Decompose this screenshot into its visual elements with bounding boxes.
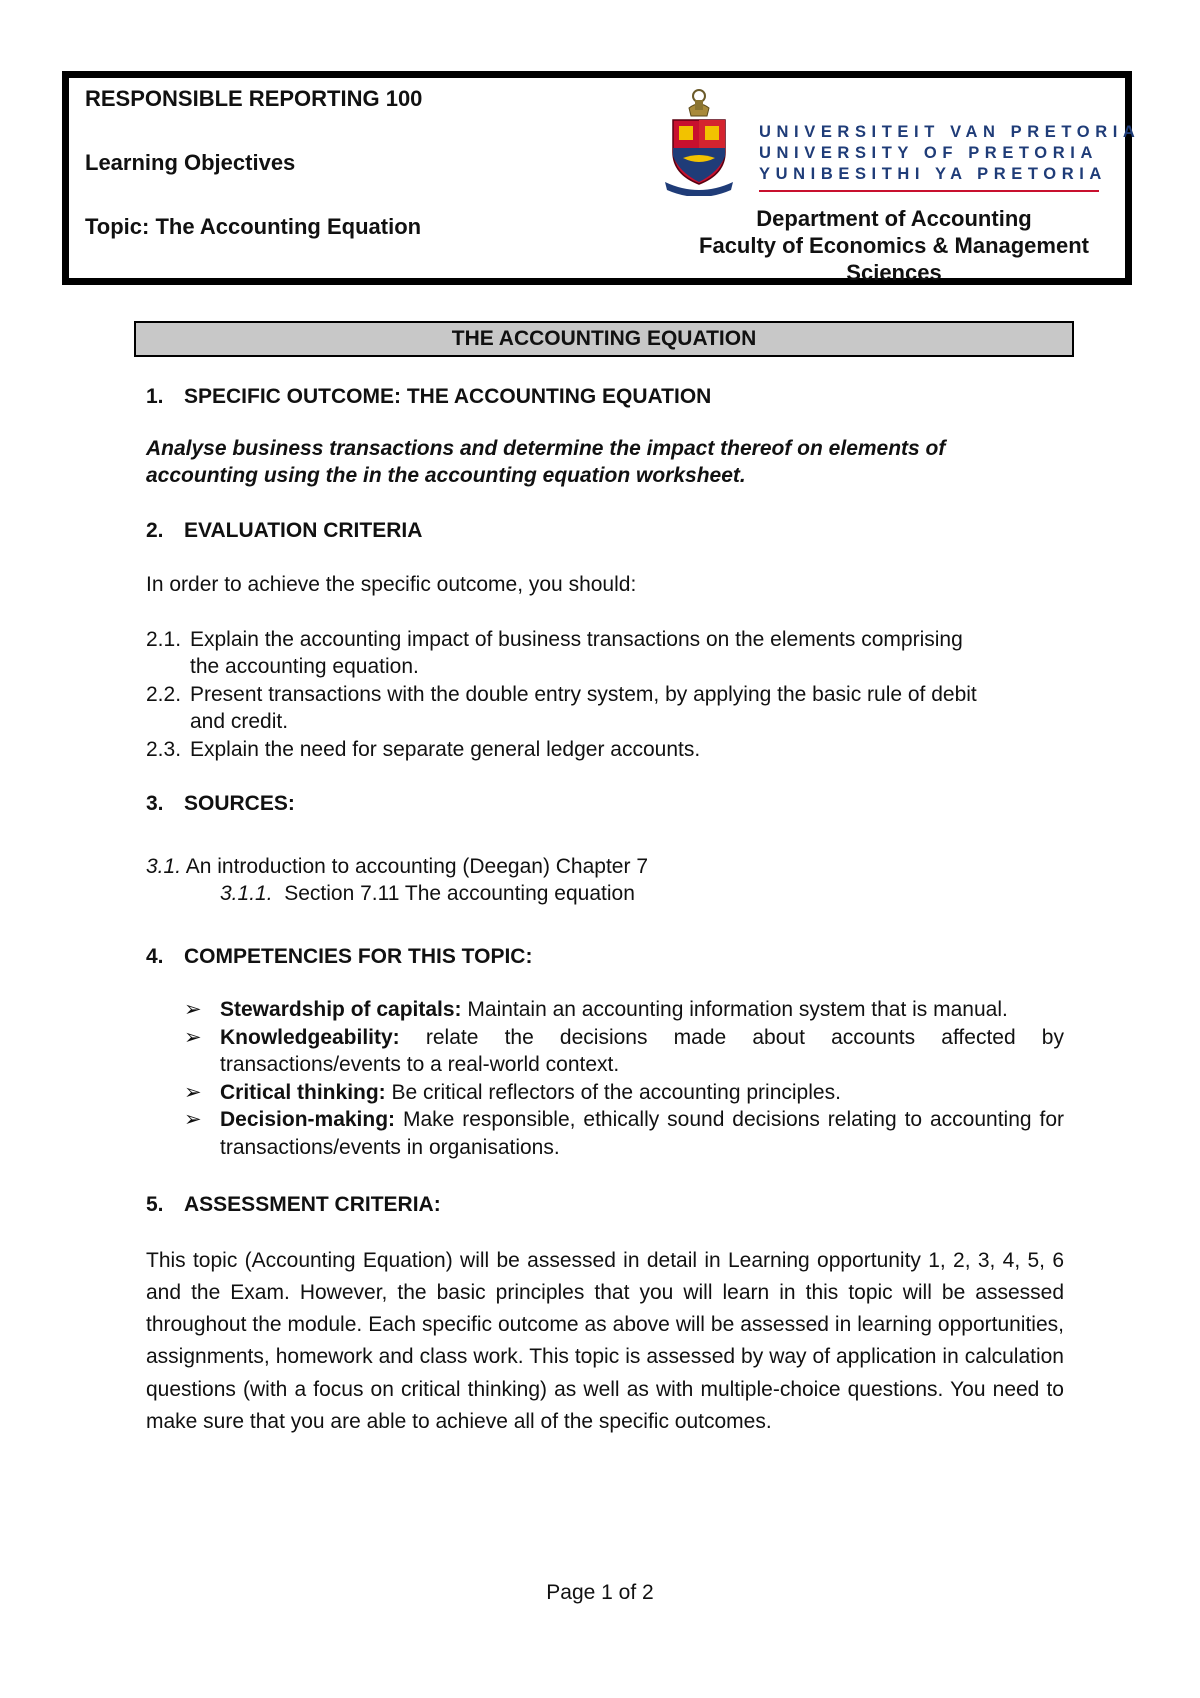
source-subnumber: 3.1.1.	[220, 882, 273, 905]
section-3-heading	[146, 790, 1064, 818]
criterion-number: 2.3.	[146, 737, 182, 761]
list-item	[184, 1079, 1064, 1107]
competencies-list	[184, 996, 1064, 1161]
competency-text: Make responsible, ethically sound decisions relating to accounting for transactions/events in organisations.	[220, 1108, 1064, 1159]
topic-label: Topic: The Accounting Equation	[85, 214, 422, 239]
evaluation-intro: In order to achieve the specific outcome, you should:	[146, 573, 637, 596]
competency-label: Decision-making:	[220, 1108, 396, 1131]
university-red-rule	[759, 190, 1099, 192]
section-number: 4.	[146, 944, 164, 968]
learning-objectives-label: Learning Objectives	[85, 150, 296, 175]
criterion-text: Present transactions with the double entry system, by applying the basic rule of debit	[190, 682, 977, 706]
list-item	[184, 996, 1064, 1024]
source-subitem	[146, 880, 1064, 908]
criterion-text: Explain the need for separate general ledger accounts.	[190, 737, 701, 761]
specific-outcome-text	[146, 435, 1064, 490]
criterion-text-cont: and credit.	[190, 710, 289, 733]
section-title: ASSESSMENT CRITERIA:	[184, 1193, 441, 1216]
competency-label: Knowledgeability:	[220, 1025, 400, 1049]
university-name-sepedi: YUNIBESITHI YA PRETORIA	[759, 165, 1107, 183]
section-number: 1.	[146, 385, 164, 408]
university-crest-logo	[659, 86, 739, 196]
assessment-paragraph: This topic (Accounting Equation) will be assessed in detail in Learning opportunity 1, 2, 3, 4, 5, 6 and the Exam. However, the basic principles that you will learn in this topic will be assessed throughout the module. Each specific outcome as above will be assessed in learning opportunities, assignments, homework and class work. This topic is assessed by way of application in calculation questions (with a focus on critical thinking) as well as with multiple-choice questions. You need to make sure that you are able to achieve all of the specific outcomes.	[146, 1248, 1064, 1433]
arrow-bullet-icon: ➢	[184, 1108, 202, 1131]
criterion-item	[146, 681, 1064, 736]
criterion-item	[146, 626, 1064, 681]
source-number: 3.1.	[146, 854, 182, 878]
competency-label: Stewardship of capitals:	[220, 998, 462, 1021]
section-5-heading	[146, 1191, 1064, 1219]
faculty-name: Faculty of Economics & Management	[699, 233, 1089, 258]
section-number: 3.	[146, 792, 164, 815]
criterion-text-cont: the accounting equation.	[190, 655, 419, 678]
section-number: 2.	[146, 518, 164, 542]
source-item	[146, 853, 1064, 881]
department-block	[659, 205, 1129, 286]
document-title: THE ACCOUNTING EQUATION	[134, 321, 1074, 357]
course-title: RESPONSIBLE REPORTING 100	[85, 86, 423, 111]
section-title: SPECIFIC OUTCOME: THE ACCOUNTING EQUATION	[184, 385, 712, 408]
competency-text: Maintain an accounting information system that is manual.	[461, 998, 1008, 1021]
competency-text: Be critical reflectors of the accounting principles.	[385, 1080, 841, 1104]
source-subtext: Section 7.11 The accounting equation	[272, 882, 635, 905]
list-item	[184, 1106, 1064, 1161]
arrow-bullet-icon: ➢	[184, 1025, 202, 1049]
university-names	[759, 122, 1140, 185]
faculty-name-cont: Sciences	[846, 260, 942, 285]
criterion-number: 2.2.	[146, 682, 182, 706]
section-title: COMPETENCIES FOR THIS TOPIC:	[184, 944, 533, 968]
university-name-english: UNIVERSITY OF PRETORIA	[759, 144, 1098, 162]
header-box	[62, 71, 1141, 285]
section-number: 5.	[146, 1193, 164, 1216]
list-item	[184, 1024, 1064, 1079]
criterion-text: Explain the accounting impact of business transactions on the elements comprising	[190, 627, 963, 651]
arrow-bullet-icon: ➢	[184, 998, 202, 1021]
criterion-number: 2.1.	[146, 627, 182, 651]
arrow-bullet-icon: ➢	[184, 1080, 202, 1104]
section-2-heading	[146, 517, 1064, 545]
document-body	[146, 383, 1064, 1438]
page-number: Page 1 of 2	[546, 1581, 654, 1604]
criterion-item	[146, 736, 1064, 764]
outcome-line-1: Analyse business transactions and determine the impact thereof on elements of	[146, 436, 946, 460]
competency-label: Critical thinking:	[220, 1080, 386, 1104]
outcome-line-2: accounting using the in the accounting equation worksheet.	[146, 464, 746, 487]
section-1-heading	[146, 383, 1064, 411]
section-4-heading	[146, 943, 1064, 971]
section-title: EVALUATION CRITERIA	[184, 518, 423, 542]
section-title: SOURCES:	[184, 792, 295, 815]
department-name: Department of Accounting	[756, 206, 1032, 231]
source-text: An introduction to accounting (Deegan) Chapter 7	[181, 854, 648, 878]
competency-text: relate the decisions made about accounts affected by transactions/events to a real-world context.	[220, 1025, 1064, 1076]
university-name-afrikaans: UNIVERSITEIT VAN PRETORIA	[759, 123, 1141, 141]
